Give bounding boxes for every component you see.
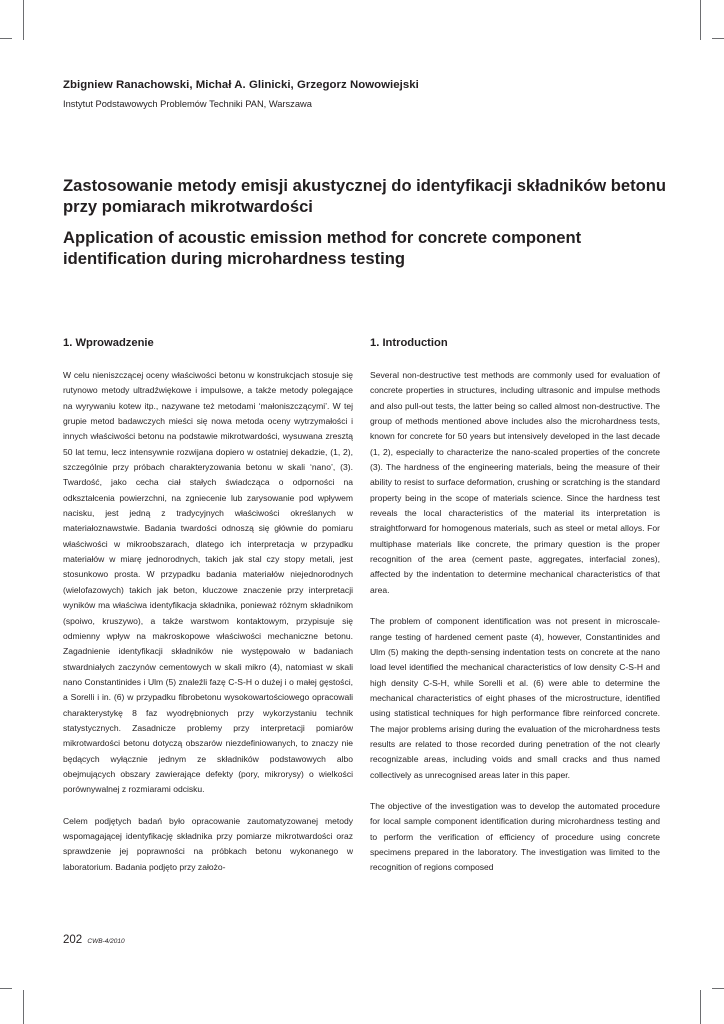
paragraph: W celu nieniszczącej oceny właściwości betonu w konstrukcjach stosuje się rutynowo metody ultradźwiękowe i impulsowe, a także metody polegające na wyrywaniu kotew itp., nazywane też metodami ‘małoniszczącymi’. W tej grupie metod badawczych mieści się nowa metoda oceny wytrzymałości i innych właściwości betonu na podstawie mikrotwardości, wysuwana zresztą 50 lat temu, lecz intensywnie rozwijana dopiero w ostatniej dekadzie, (1, 2), szczególnie przy próbach charakteryzowania betonu w skali ‘nano’, (3). Twardość, jako cecha ciał stałych świadcząca o odporności na odkształcenia powierzchni, na zgniecenie lub zarysowanie pod wpływem nacisku, jest jedną z tradycyjnych właściwości określanych w materiałoznawstwie. Badania twardości odnoszą się głównie do pomiaru właściwości w mikroobszarach, dlatego ich interpretacja w przypadku materiałów w miarę jednorodnych, takich jak stal czy stopy metali, jest stosunkowo prosta. W przypadku badania materiałów niejednorodnych (wielofazowych) takich jak beton, kluczowe znaczenie przy interpretacji wyników ma właściwa identyfikacja składnika, ponieważ różnym składnikom (spoiwo, kruszywo), a także warstwom kontaktowym, przypisuje się odmienny wpływ na makroskopowe właściwości mechaniczne betonu. Zagadnienie identyfikacji składników nie występowało w badaniach stwardniałych zaczynów cementowych w skali mikro (4), natomiast w skali nano Constantinides i Ulm (5) znaleźli fazę C-S-H o dużej i o małej gęstości, a Sorelli i in. (6) w przypadku fibrobetonu wysokowartościowego opracowali charakterystykę 8 faz wyodrębnionych przy wykorzystaniu technik statystycznych. Zasadnicze problemy przy interpretacji pomiarów mikrotwardości betonu dotyczą obszarów niezdefiniowanych, to znaczy nie będących wyłącznie jednym ze składników podstawowych albo obejmujących obszary zawierające defekty (pory, mikrorysy) o wielkości porównywalnej z rozmiarami odcisku. [63, 370, 353, 795]
authors: Zbigniew Ranachowski, Michał A. Glinicki, Grzegorz Nowowiejski [63, 79, 419, 91]
crop-mark-bottom-left-vertical [23, 990, 24, 1024]
title-polish: Zastosowanie metody emisji akustycznej do identyfikacji składników betonu przy pomiarach mikrotwardości [63, 176, 667, 216]
paragraph: Several non-destructive test methods are commonly used for evaluation of concrete properties in structures, including ultrasonic and impulse methods and also pull-out tests, the latter being so called almost non-destructive. The group of methods mentioned above includes also the microhardness tests, known for concrete for 50 years but intensively developed in the last decade (1, 2), especially to characterize the nano-scaled properties of the concrete (3). The hardness of the engineering materials, being the measure of their ability to resist to surface deformation, crushing or scratching is the standard property being in the scope of materials science. Since the hardness test reveals the local characteristics of the material its interpretation is straightforward for homogenous materials, such as steel or metal alloys. For multiphase materials like concrete, the primary question is the proper recognition of the area (cement paste, aggregates, interfacial zones), affected by the indentation to determine mechanical characteristics of that area. [370, 370, 660, 595]
paragraph: The problem of component identification was not present in microscale-range testing of hardened cement paste (4), however, Constantinides and Ulm (5) making the depth-sensing indentation tests on concrete at the nano load level identified the mechanical characteristics of low density C-S-H and high density C-S-H, while Sorelli et al. (6) were able to determine the mechanical characteristics of eight phases of the microstructure, identified using statistical techniques for high performance fibre reinforced concrete. The major problems arising during the evaluation of the microhardness tests results are related to those recorded during penetration of the not clearly recognizable areas, including voids and small cracks and thus named collectively as unrecognised areas later in this paper. [370, 616, 660, 780]
crop-mark-top-left-horizontal [0, 38, 12, 39]
section-heading-polish: 1. Wprowadzenie [63, 337, 154, 349]
affiliation: Instytut Podstawowych Problemów Techniki PAN, Warszawa [63, 99, 312, 109]
paragraph: The objective of the investigation was to develop the automated procedure for local sample component identification during microhardness testing and to perform the verification of efficiency of procedure using concrete specimens prepared in the laboratory. The investigation was limited to the recognition of regions composed [370, 800, 660, 873]
crop-mark-top-left-vertical [23, 0, 24, 40]
left-column [63, 336, 353, 891]
journal-issue: CWB-4/2010 [87, 938, 125, 945]
title-english: Application of acoustic emission method for concrete component identification during microhardness testing [63, 228, 582, 268]
right-column [370, 336, 660, 892]
crop-mark-bottom-right-vertical [700, 990, 701, 1024]
crop-mark-top-right-vertical [700, 0, 701, 40]
page-number: 202 [63, 934, 83, 946]
crop-mark-top-right-horizontal [712, 38, 724, 39]
page-footer [63, 934, 125, 946]
section-heading-english: 1. Introduction [370, 337, 448, 349]
crop-mark-bottom-right-horizontal [712, 988, 724, 989]
paragraph: Celem podjętych badań było opracowanie zautomatyzowanej metody wspomagającej identyfikację składnika przy pomiarze mikrotwardości oraz sprawdzenie jej poprawności na próbkach betonu wykonanego w laboratorium. Badania podjęto przy założo- [63, 815, 353, 872]
crop-mark-bottom-left-horizontal [0, 988, 12, 989]
